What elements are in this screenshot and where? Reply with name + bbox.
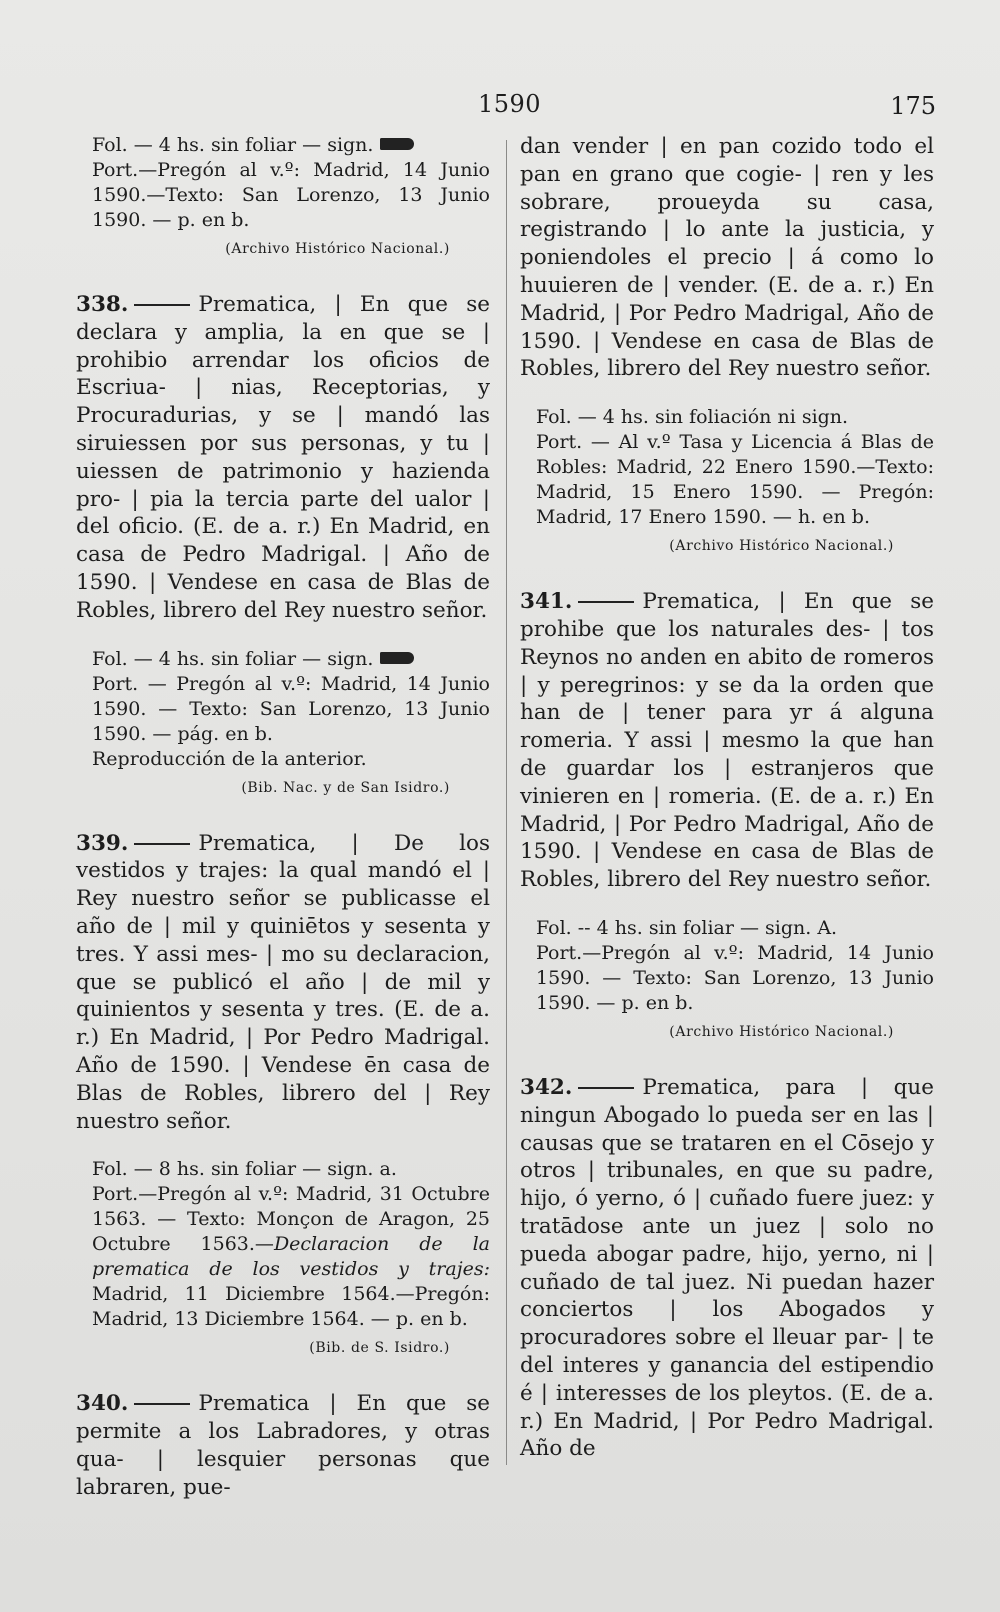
source-note: (Archivo Histórico Nacional.) xyxy=(669,1023,894,1040)
dash-rule xyxy=(134,1403,190,1405)
entry-342 xyxy=(520,1074,934,1463)
entry-339 xyxy=(76,830,490,1357)
dash-rule xyxy=(134,843,190,845)
source-note: (Archivo Histórico Nacional.) xyxy=(225,241,450,257)
entry-text: Prematica, | En que se declara y amplia, la en que se | prohibio arrendar los oficios de Escriua- | nias, Receptorias, y Procuradurias, y se | mandó las siruiessen por sus personas, y tu | uiessen de patrimonio y hazienda pro- | pia la tercia parte del ualor | del oficio. (E. de a. r.) En Madrid, en casa de Pedro Madrigal. | Año de 1590. | Vendese en casa de Blas de Robles, librero del Rey nuestro señor. xyxy=(76,292,490,623)
pointing-hand-icon xyxy=(380,138,414,150)
description-line: Fol. — 8 hs. sin foliar — sign. a. xyxy=(92,1158,397,1181)
entry-number: 338. xyxy=(76,292,129,317)
dash-rule xyxy=(134,304,190,306)
entry-text: Prematica | En que se permite a los Labradores, y otras qua- | lesquier personas que labraren, pue- xyxy=(76,1391,490,1500)
entry-number: 342. xyxy=(520,1074,573,1100)
description-line: Port. — Al v.º Tasa y Licencia á Blas de Robles: Madrid, 22 Enero 1590.—Texto: Madrid, 15 Enero 1590. — Pregón: Madrid, 17 Enero 1590. — h. en b. xyxy=(536,431,934,529)
description-line: Fol. — 4 hs. sin foliar — sign. xyxy=(76,133,490,158)
column-divider xyxy=(506,140,507,1465)
description-line: Fol. -- 4 hs. sin foliar — sign. A. xyxy=(536,916,838,939)
description-line: Port.—Pregón al v.º: Madrid, 14 Junio 1590. — Texto: San Lorenzo, 13 Junio 1590. — p. en b. xyxy=(536,941,934,1014)
running-head-year: 1590 xyxy=(478,90,542,118)
entry-text: dan vender | en pan cozido todo el pan en grano que cogie- | ren y les sobrare, proueyda su casa, registrando | lo ante la justicia, y poniendoles el precio | á como lo huuieren de | vender. (E. de a. r.) En Madrid, | Por Pedro Madrigal, Año de 1590. | Vendese en casa de Blas de Robles, librero del Rey nuestro señor. xyxy=(520,134,934,382)
description-line: Fol. — 4 hs. sin foliación ni sign. xyxy=(536,406,849,429)
description-line: Fol. — 4 hs. sin foliar — sign. xyxy=(76,647,490,672)
pointing-hand-icon xyxy=(380,652,414,664)
source-note: (Bib. de S. Isidro.) xyxy=(309,1340,450,1357)
dash-rule xyxy=(578,1087,634,1089)
source-note: (Bib. Nac. y de San Isidro.) xyxy=(241,779,450,796)
entry-description xyxy=(76,647,490,772)
entry-340-continued xyxy=(520,133,934,554)
entry-number: 340. xyxy=(76,1391,129,1417)
entry-number: 341. xyxy=(520,589,573,615)
entry-text: Prematica, | En que se prohibe que los naturales des- | tos Reynos no anden en abito de romeros | y peregrinos: y se da la orden que han de | tener para yr á alguna romeria. Y assi | mesmo la que han de guardar los | estranjeros que vinieren en | romeria. (E. de a. r.) En Madrid, | Por Pedro Madrigal, Año de 1590. | Vendese en casa de Blas de Robles, librero del Rey nuestro señor. xyxy=(520,589,934,893)
description-line: Port. — Pregón al v.º: Madrid, 14 Junio 1590. — Texto: San Lorenzo, 13 Junio 1590. — pág. en b. xyxy=(92,672,490,745)
entry-340 xyxy=(76,1390,490,1501)
entry-description xyxy=(76,1157,490,1332)
entry-description xyxy=(520,405,934,530)
right-column xyxy=(520,133,934,1463)
entry-text: Prematica, | De los vestidos y trajes: la qual mandó el | Rey nuestro señor se publicasse el año de | mil y quiniētos y sesenta y tres. Y assi mes- | mo su declaracion, que se publicó el año | de mil y quinientos y sesenta y tres. (E. de a. r.) En Madrid, | Por Pedro Madrigal. Año de 1590. | Vendese ēn casa de Blas de Robles, librero del | Rey nuestro señor. xyxy=(76,830,490,1134)
entry-text: Prematica, para | que ningun Abogado lo pueda ser en las | causas que se trataren en el Cōsejo y otros | tribunales, en que su padre, hijo, ó yerno, ó | cuñado fuere juez: y tratādose ante un juez | solo no pueda abogar padre, hijo, yerno, ni | cuñado de tal juez. Ni puedan hazer conciertos | los Abogados y procuradores sobre el lleuar par- | te del interes y ganancia del estipendio é | interesses de los pleytos. (E. de a. r.) En Madrid, | Por Pedro Madrigal. Año de xyxy=(520,1074,934,1462)
top-description xyxy=(76,133,490,233)
left-column xyxy=(76,133,490,1502)
entry-description xyxy=(520,916,934,1016)
dash-rule xyxy=(578,601,634,603)
entry-341 xyxy=(520,588,934,1040)
entry-number: 339. xyxy=(76,830,129,856)
source-note: (Archivo Histórico Nacional.) xyxy=(669,538,894,555)
description-line: Port.—Pregón al v.º: Madrid, 31 Octubre 1563. — Texto: Monçon de Aragon, 25 Octubre 1563.—Declaracion de la prematica de los vestidos y trajes: Madrid, 11 Diciembre 1564.—Pregón: Madrid, 13 Diciembre 1564. — p. en b. xyxy=(92,1183,490,1331)
page-number: 175 xyxy=(890,92,936,120)
entry-338 xyxy=(76,291,490,796)
description-line: Reproducción de la anterior. xyxy=(92,747,367,770)
description-line: Port.—Pregón al v.º: Madrid, 14 Junio 1590.—Texto: San Lorenzo, 13 Junio 1590. — p. en b. xyxy=(92,159,490,231)
